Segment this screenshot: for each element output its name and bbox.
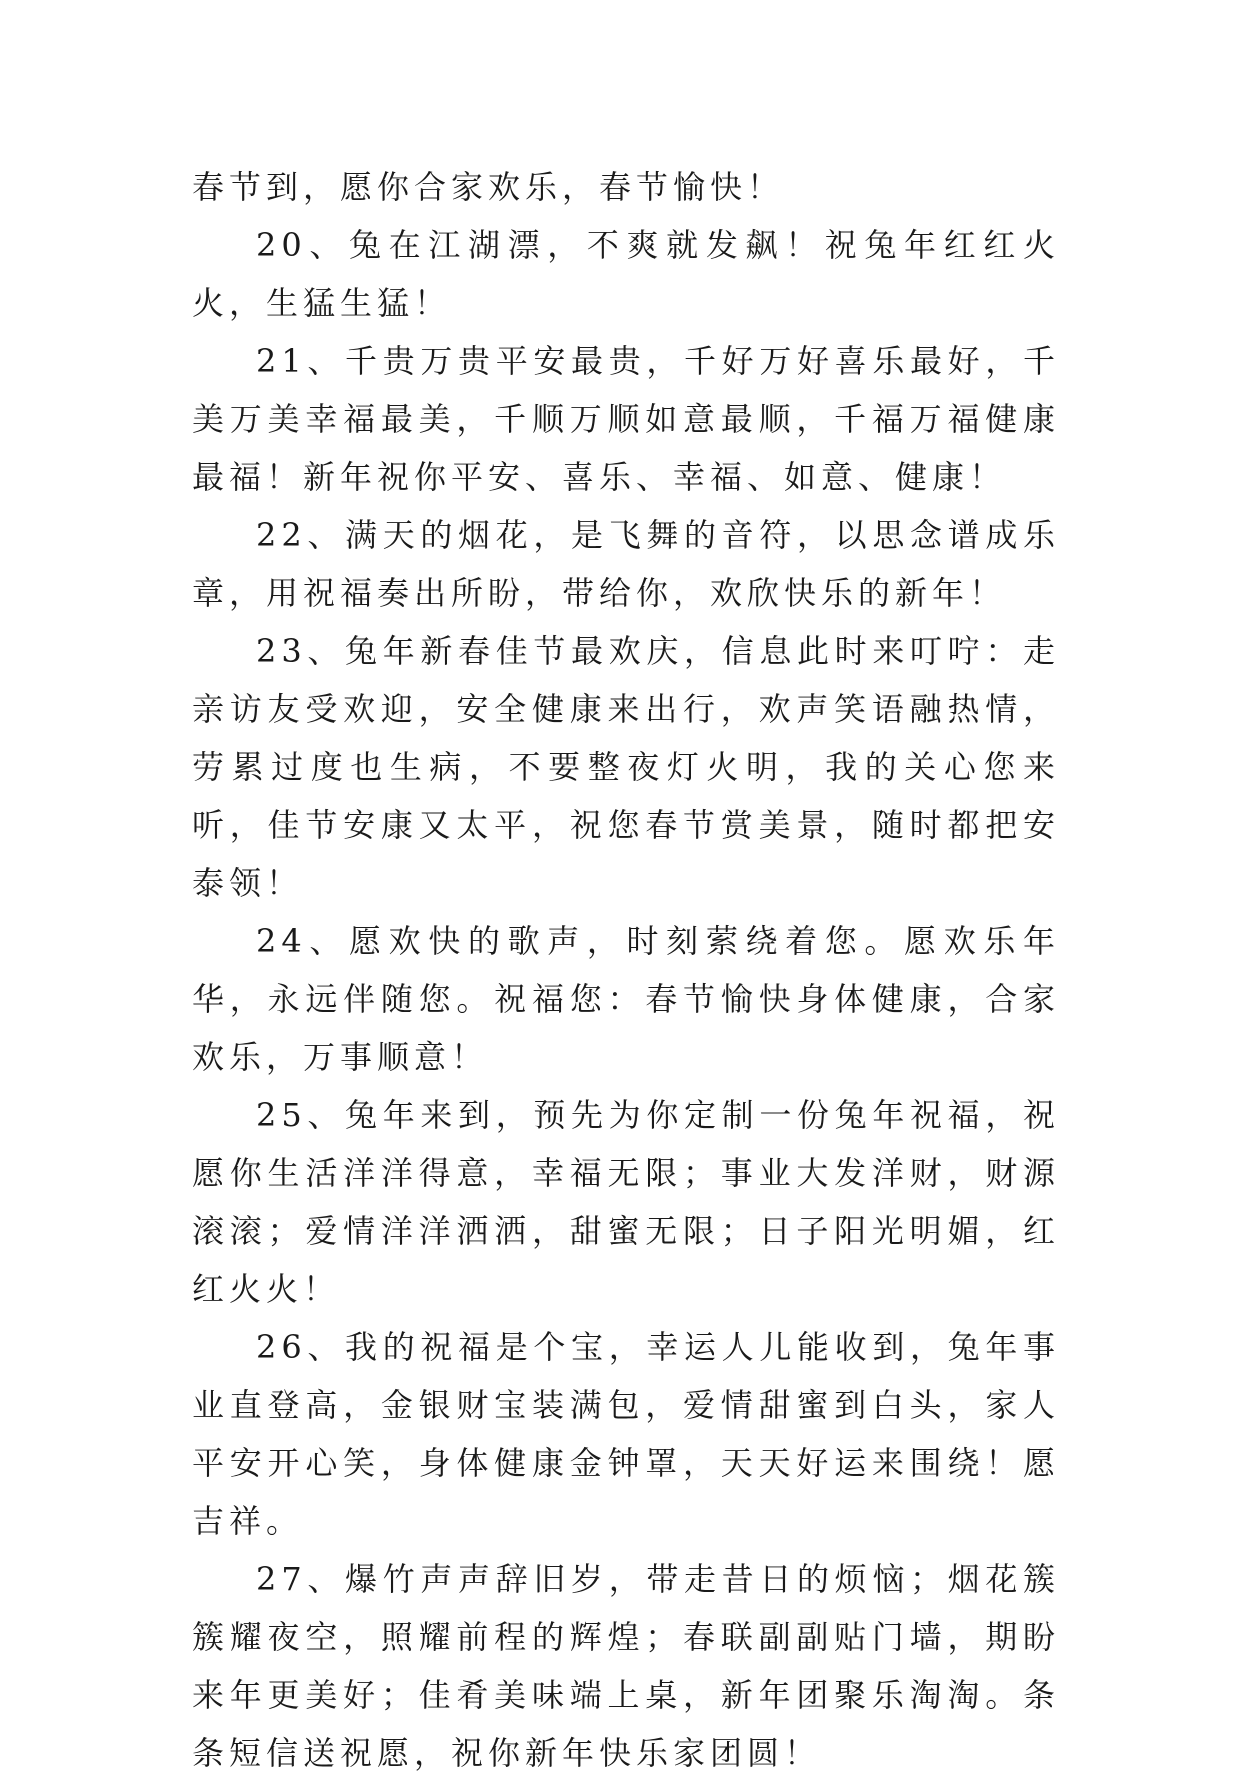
paragraph-27: 27、爆竹声声辞旧岁，带走昔日的烦恼；烟花簇簇耀夜空，照耀前程的辉煌；春联副副贴门墙，期盼来年更美好；佳肴美味端上桌，新年团聚乐淘淘。条条短信送祝愿，祝你新年快乐家团圆！ <box>192 1560 1060 1772</box>
paragraph-26: 26、我的祝福是个宝，幸运人儿能收到，兔年事业直登高，金银财宝装满包，爱情甜蜜到白头，家人平安开心笑，身体健康金钟罩，天天好运来围绕！愿吉祥。 <box>192 1328 1060 1540</box>
paragraph-20: 20、兔在江湖漂，不爽就发飙！祝兔年红红火火，生猛生猛！ <box>192 226 1060 322</box>
document-body <box>192 158 1060 1782</box>
paragraph-21: 21、千贵万贵平安最贵，千好万好喜乐最好，千美万美幸福最美，千顺万顺如意最顺，千福万福健康最福！新年祝你平安、喜乐、幸福、如意、健康！ <box>192 342 1060 496</box>
paragraph-22: 22、满天的烟花，是飞舞的音符，以思念谱成乐章，用祝福奏出所盼，带给你，欢欣快乐的新年！ <box>192 516 1060 612</box>
paragraph-continuation: 春节到，愿你合家欢乐，春节愉快！ <box>192 168 785 206</box>
paragraph-23: 23、兔年新春佳节最欢庆，信息此时来叮咛：走亲访友受欢迎，安全健康来出行，欢声笑语融热情，劳累过度也生病，不要整夜灯火明，我的关心您来听，佳节安康又太平，祝您春节赏美景，随时都把安泰领！ <box>192 632 1060 902</box>
paragraph-25: 25、兔年来到，预先为你定制一份兔年祝福，祝愿你生活洋洋得意，幸福无限；事业大发洋财，财源滚滚；爱情洋洋洒洒，甜蜜无限；日子阳光明媚，红红火火！ <box>192 1096 1060 1308</box>
paragraph-24: 24、愿欢快的歌声，时刻萦绕着您。愿欢乐年华，永远伴随您。祝福您：春节愉快身体健康，合家欢乐，万事顺意！ <box>192 922 1060 1076</box>
